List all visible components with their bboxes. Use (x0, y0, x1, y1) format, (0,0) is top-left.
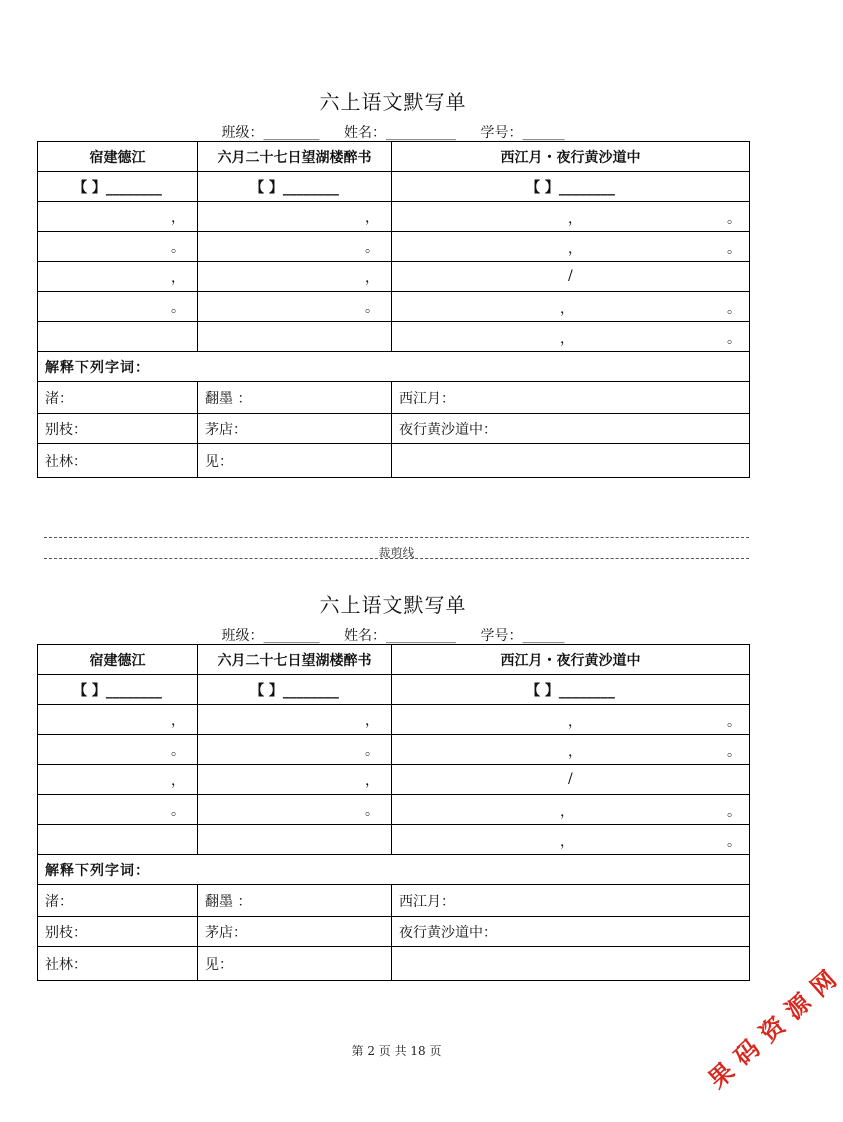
answer-cell[interactable] (392, 232, 750, 262)
term-cell[interactable] (392, 947, 750, 981)
answer-cell[interactable]: 。 (198, 292, 392, 322)
punct-mark: 。 (727, 331, 741, 347)
punct-mark: ， (568, 211, 582, 227)
term-cell[interactable]: 别枝： (38, 414, 198, 444)
answer-cell[interactable]: 。 (38, 292, 198, 322)
section-title: 解释下列字词： (38, 855, 750, 885)
answer-cell[interactable]: 。 (38, 795, 198, 825)
answer-cell[interactable] (198, 825, 392, 855)
answer-cell[interactable] (392, 825, 750, 855)
term-cell[interactable]: 茅店： (198, 917, 392, 947)
id-field[interactable]: 学号：______ (480, 628, 565, 644)
name-field[interactable]: 姓名：__________ (344, 628, 456, 644)
term-cell[interactable]: 翻墨 ： (198, 382, 392, 414)
punct-mark: 。 (727, 241, 741, 257)
punct-mark: 。 (727, 834, 741, 850)
poem-title: 六月二十七日望湖楼醉书 (198, 645, 392, 675)
sheet-title: 六上语文默写单 (319, 90, 467, 114)
term-cell[interactable]: 社林： (38, 444, 198, 478)
answer-cell[interactable] (392, 322, 750, 352)
punct-mark: / (568, 268, 573, 284)
poem-title: 宿建德江 (38, 142, 198, 172)
answer-cell[interactable] (198, 322, 392, 352)
author-blank[interactable]: 【 】________ (198, 172, 392, 202)
answer-cell[interactable] (392, 292, 750, 322)
section-row (38, 352, 750, 382)
dictation-table (37, 644, 750, 981)
line-row (38, 232, 750, 262)
answer-cell[interactable] (392, 795, 750, 825)
term-cell[interactable]: 见： (198, 947, 392, 981)
term-cell[interactable]: 渚： (38, 382, 198, 414)
poem-title: 六月二十七日望湖楼醉书 (198, 142, 392, 172)
section-title: 解释下列字词： (38, 352, 750, 382)
author-row (38, 172, 750, 202)
answer-cell[interactable] (392, 262, 750, 292)
punct-mark: 。 (727, 301, 741, 317)
term-row (38, 382, 750, 414)
author-blank[interactable]: 【 】________ (392, 675, 750, 705)
answer-cell[interactable] (38, 322, 198, 352)
answer-cell[interactable]: 。 (38, 232, 198, 262)
answer-cell[interactable]: ， (198, 202, 392, 232)
term-cell[interactable]: 夜行黄沙道中： (392, 414, 750, 444)
watermark-logo: 果 码 资 源 网 (703, 964, 843, 1095)
dictation-sheet-1 (37, 0, 749, 510)
term-row (38, 917, 750, 947)
author-blank[interactable]: 【 】________ (198, 675, 392, 705)
answer-cell[interactable]: 。 (198, 735, 392, 765)
line-row (38, 795, 750, 825)
author-blank[interactable]: 【 】________ (38, 172, 198, 202)
line-row (38, 705, 750, 735)
punct-mark: ， (560, 331, 574, 347)
term-cell[interactable] (392, 444, 750, 478)
answer-cell[interactable] (392, 765, 750, 795)
line-row (38, 292, 750, 322)
poem-title-row (38, 142, 750, 172)
term-cell[interactable]: 西江月： (392, 382, 750, 414)
page-number: 第 2 页 共 18 页 (351, 1044, 442, 1058)
answer-cell[interactable]: ， (38, 765, 198, 795)
answer-cell[interactable]: ， (198, 765, 392, 795)
name-field[interactable]: 姓名：__________ (344, 125, 456, 141)
term-cell[interactable]: 渚： (38, 885, 198, 917)
line-row (38, 765, 750, 795)
punct-mark: 。 (727, 211, 741, 227)
line-row (38, 825, 750, 855)
term-cell[interactable]: 见： (198, 444, 392, 478)
poem-title: 宿建德江 (38, 645, 198, 675)
answer-cell[interactable]: 。 (198, 232, 392, 262)
punct-mark: / (568, 771, 573, 787)
id-field[interactable]: 学号：______ (480, 125, 565, 141)
punct-mark: 。 (727, 744, 741, 760)
author-blank[interactable]: 【 】________ (392, 172, 750, 202)
punct-mark: ， (560, 804, 574, 820)
term-cell[interactable]: 别枝： (38, 917, 198, 947)
student-info (37, 625, 749, 645)
answer-cell[interactable]: ， (38, 202, 198, 232)
poem-title: 西江月・夜行黄沙道中 (392, 142, 750, 172)
sheet-title: 六上语文默写单 (319, 593, 467, 617)
poem-title-row (38, 645, 750, 675)
punct-mark: ， (568, 714, 582, 730)
term-cell[interactable]: 夜行黄沙道中： (392, 917, 750, 947)
answer-cell[interactable]: ， (198, 262, 392, 292)
answer-cell[interactable]: 。 (38, 735, 198, 765)
term-cell[interactable]: 茅店： (198, 414, 392, 444)
punct-mark: 。 (727, 714, 741, 730)
author-blank[interactable]: 【 】________ (38, 675, 198, 705)
section-row (38, 855, 750, 885)
answer-cell[interactable] (392, 202, 750, 232)
term-row (38, 414, 750, 444)
line-row (38, 202, 750, 232)
answer-cell[interactable] (392, 705, 750, 735)
term-row (38, 444, 750, 478)
dictation-sheet-2 (37, 503, 749, 1013)
class-field[interactable]: 班级：________ (221, 125, 320, 141)
answer-cell[interactable]: ， (38, 262, 198, 292)
punct-mark: ， (568, 744, 582, 760)
punct-mark: 。 (727, 804, 741, 820)
term-cell[interactable]: 西江月： (392, 885, 750, 917)
answer-cell[interactable] (392, 735, 750, 765)
line-row (38, 262, 750, 292)
term-cell[interactable]: 社林： (38, 947, 198, 981)
punct-mark: ， (560, 301, 574, 317)
line-row (38, 735, 750, 765)
cut-line-label: 裁剪线 (378, 546, 415, 560)
line-row (38, 322, 750, 352)
punct-mark: ， (560, 834, 574, 850)
author-row (38, 675, 750, 705)
term-cell[interactable]: 翻墨 ： (198, 885, 392, 917)
answer-cell[interactable]: ， (198, 705, 392, 735)
punct-mark: ， (568, 241, 582, 257)
answer-cell[interactable] (38, 825, 198, 855)
answer-cell[interactable]: 。 (198, 795, 392, 825)
class-field[interactable]: 班级：________ (221, 628, 320, 644)
poem-title: 西江月・夜行黄沙道中 (392, 645, 750, 675)
student-info (37, 122, 749, 142)
term-row (38, 885, 750, 917)
term-row (38, 947, 750, 981)
answer-cell[interactable]: ， (38, 705, 198, 735)
dictation-table (37, 141, 750, 478)
